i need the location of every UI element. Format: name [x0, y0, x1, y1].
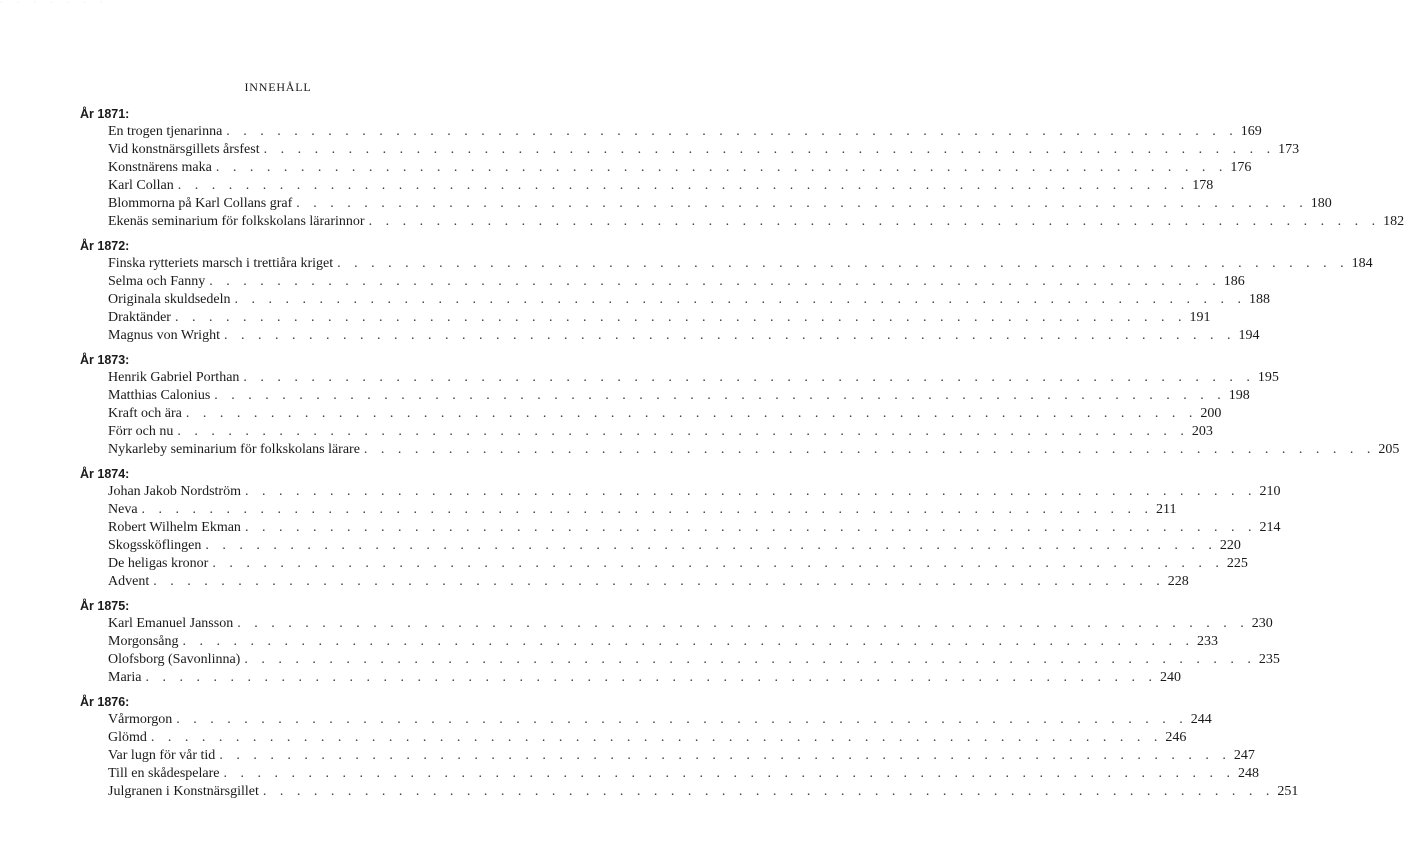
- section-year-heading: År 1876:: [80, 695, 130, 709]
- entry-page-number: 233: [1197, 634, 1219, 649]
- toc-entry: [80, 177, 1214, 195]
- entry-page-number: 188: [1248, 292, 1270, 307]
- dot-leader: . . . . . . . . . . . . . . . . . . . . . . . . . . . . . . . . . . . . . . . . . . . . . . . . . . . . . . . . . . . .: [185, 406, 1198, 421]
- dot-leader: . . . . . . . . . . . . . . . . . . . . . . . . . . . . . . . . . . . . . . . . . . . . . . . . . . . . . . . . . . . .: [243, 370, 1255, 385]
- dot-leader: . . . . . . . . . . . . . . . . . . . . . . . . . . . . . . . . . . . . . . . . . . . . . . . . . . . . . . . . . . . .: [145, 670, 1157, 685]
- dot-leader: . . . . . . . . . . . . . . . . . . . . . . . . . . . . . . . . . . . . . . . . . . . . . . . . . . . . . . . . . . . .: [212, 556, 1224, 571]
- entry-title: Ekenäs seminarium för folkskolans lärarinnor: [108, 214, 365, 229]
- section-year-heading: År 1874:: [80, 467, 130, 481]
- entry-page-number: 203: [1191, 424, 1213, 439]
- entry-page-number: 198: [1228, 388, 1250, 403]
- toc-entry: [80, 141, 1300, 159]
- entry-page-number: 230: [1251, 616, 1273, 631]
- dot-leader: . . . . . . . . . . . . . . . . . . . . . . . . . . . . . . . . . . . . . . . . . . . . . . . . . . . . . . . . . . . .: [363, 442, 1376, 457]
- entry-title: Karl Emanuel Jansson: [108, 616, 234, 631]
- dot-leader: . . . . . . . . . . . . . . . . . . . . . . . . . . . . . . . . . . . . . . . . . . . . . . . . . . . . . . . . . . . .: [150, 730, 1163, 745]
- entry-title: Nykarleby seminarium för folkskolans lärare: [108, 442, 360, 457]
- dot-leader: . . . . . . . . . . . . . . . . . . . . . . . . . . . . . . . . . . . . . . . . . . . . . . . . . . . . . . . . . . . .: [244, 520, 1257, 535]
- toc-entry: [80, 651, 1280, 669]
- toc-entry: [80, 783, 1299, 801]
- entry-page-number: 210: [1259, 484, 1281, 499]
- toc-entry: [80, 501, 1177, 519]
- dot-leader: . . . . . . . . . . . . . . . . . . . . . . . . . . . . . . . . . . . . . . . . . . . . . . . . . . . . . . . . . . . .: [223, 328, 1236, 343]
- entry-title: Karl Collan: [108, 178, 174, 193]
- toc-entry: [80, 387, 1250, 405]
- entry-title: Blommorna på Karl Collans graf: [108, 196, 293, 211]
- entry-title: Förr och nu: [108, 424, 174, 439]
- dot-leader: . . . . . . . . . . . . . . . . . . . . . . . . . . . . . . . . . . . . . . . . . . . . . . . . . . . . . . . . . . . .: [174, 310, 1187, 325]
- dot-leader: . . . . . . . . . . . . . . . . . . . . . . . . . . . . . . . . . . . . . . . . . . . . . . . . . . . . . . . . . . . .: [296, 196, 1308, 211]
- dot-leader: . . . . . . . . . . . . . . . . . . . . . . . . . . . . . . . . . . . . . . . . . . . . . . . . . . . . . . . . . . . .: [141, 502, 1154, 517]
- entry-page-number: 240: [1159, 670, 1181, 685]
- entry-title: Matthias Calonius: [108, 388, 211, 403]
- entry-page-number: 186: [1223, 274, 1245, 289]
- section-year-heading: År 1873:: [80, 353, 130, 367]
- entry-page-number: 205: [1378, 442, 1400, 457]
- toc-entry: [80, 747, 1255, 765]
- entry-page-number: 246: [1165, 730, 1187, 745]
- entry-title: Morgonsång: [108, 634, 179, 649]
- entry-title: En trogen tjenarinna: [108, 124, 223, 139]
- dot-leader: . . . . . . . . . . . . . . . . . . . . . . . . . . . . . . . . . . . . . . . . . . . . . . . . . . . . . . . . . . . .: [177, 178, 1190, 193]
- dot-leader: . . . . . . . . . . . . . . . . . . . . . . . . . . . . . . . . . . . . . . . . . . . . . . . . . . . . . . . . . . . .: [223, 766, 1235, 781]
- dot-leader: . . . . . . . . . . . . . . . . . . . . . . . . . . . . . . . . . . . . . . . . . . . . . . . . . . . . . . . . . . . .: [177, 424, 1189, 439]
- entry-page-number: 191: [1189, 310, 1211, 325]
- entry-page-number: 182: [1383, 214, 1404, 229]
- toc-entry: [80, 519, 1281, 537]
- table-of-contents: [80, 106, 1404, 801]
- entry-title: Johan Jakob Nordström: [108, 484, 241, 499]
- dot-leader: . . . . . . . . . . . . . . . . . . . . . . . . . . . . . . . . . . . . . . . . . . . . . . . . . . . . . . . . . . . .: [262, 784, 1275, 799]
- toc-entry: [80, 633, 1219, 651]
- entry-title: Var lugn för vår tid: [108, 748, 216, 763]
- toc-entry: [80, 483, 1281, 501]
- entry-title: Olofsborg (Savonlinna): [108, 652, 241, 667]
- toc-entry: [80, 537, 1241, 555]
- section-year-heading: År 1872:: [80, 239, 130, 253]
- entry-title: Selma och Fanny: [108, 274, 206, 289]
- toc-entry: [80, 291, 1270, 309]
- toc-entry: [80, 555, 1248, 573]
- entry-page-number: 214: [1259, 520, 1281, 535]
- entry-page-number: 225: [1226, 556, 1248, 571]
- page-smudge: · · · · · · ·: [0, 0, 109, 7]
- toc-entry: [80, 159, 1252, 177]
- entry-page-number: 211: [1156, 502, 1177, 517]
- dot-leader: . . . . . . . . . . . . . . . . . . . . . . . . . . . . . . . . . . . . . . . . . . . . . . . . . . . . . . . . . . . .: [226, 124, 1238, 139]
- dot-leader: . . . . . . . . . . . . . . . . . . . . . . . . . . . . . . . . . . . . . . . . . . . . . . . . . . . . . . . . . . . .: [263, 142, 1276, 157]
- page-title: INNEHÅLL: [244, 80, 312, 94]
- dot-leader: . . . . . . . . . . . . . . . . . . . . . . . . . . . . . . . . . . . . . . . . . . . . . . . . . . . . . . . . . . . .: [205, 538, 1217, 553]
- entry-title: De heligas kronor: [108, 556, 209, 571]
- section-year-heading: År 1875:: [80, 599, 130, 613]
- section-year-heading: År 1871:: [80, 107, 130, 121]
- toc-entry: [80, 711, 1212, 729]
- dot-leader: . . . . . . . . . . . . . . . . . . . . . . . . . . . . . . . . . . . . . . . . . . . . . . . . . . . . . . . . . . . .: [244, 652, 1256, 667]
- entry-title: Originala skuldsedeln: [108, 292, 231, 307]
- toc-entry: [80, 423, 1213, 441]
- toc-entry: [80, 195, 1332, 213]
- toc-entry: [80, 441, 1400, 459]
- entry-page-number: 180: [1310, 196, 1332, 211]
- entry-page-number: 176: [1230, 160, 1252, 175]
- dot-leader: . . . . . . . . . . . . . . . . . . . . . . . . . . . . . . . . . . . . . . . . . . . . . . . . . . . . . . . . . . . .: [215, 160, 1228, 175]
- entry-title: Advent: [108, 574, 150, 589]
- entry-page-number: 220: [1219, 538, 1241, 553]
- dot-leader: . . . . . . . . . . . . . . . . . . . . . . . . . . . . . . . . . . . . . . . . . . . . . . . . . . . . . . . . . . . .: [209, 274, 1221, 289]
- dot-leader: . . . . . . . . . . . . . . . . . . . . . . . . . . . . . . . . . . . . . . . . . . . . . . . . . . . . . . . . . . . .: [176, 712, 1188, 727]
- entry-page-number: 251: [1277, 784, 1299, 799]
- entry-title: Julgranen i Konstnärsgillet: [108, 784, 259, 799]
- entry-title: Skogssköflingen: [108, 538, 202, 553]
- entry-page-number: 247: [1233, 748, 1255, 763]
- dot-leader: . . . . . . . . . . . . . . . . . . . . . . . . . . . . . . . . . . . . . . . . . . . . . . . . . . . . . . . . . . . .: [237, 616, 1249, 631]
- entry-page-number: 194: [1238, 328, 1260, 343]
- dot-leader: . . . . . . . . . . . . . . . . . . . . . . . . . . . . . . . . . . . . . . . . . . . . . . . . . . . . . . . . . . . .: [368, 214, 1381, 229]
- dot-leader: . . . . . . . . . . . . . . . . . . . . . . . . . . . . . . . . . . . . . . . . . . . . . . . . . . . . . . . . . . . .: [337, 256, 1349, 271]
- entry-page-number: 195: [1257, 370, 1279, 385]
- toc-entry: [80, 573, 1189, 591]
- toc-entry: [80, 729, 1187, 747]
- toc-entry: [80, 213, 1404, 231]
- entry-title: Henrik Gabriel Porthan: [108, 370, 240, 385]
- dot-leader: . . . . . . . . . . . . . . . . . . . . . . . . . . . . . . . . . . . . . . . . . . . . . . . . . . . . . . . . . . . .: [153, 574, 1165, 589]
- entry-title: Finska rytteriets marsch i trettiåra kriget: [108, 256, 334, 271]
- entry-title: Vårmorgon: [108, 712, 173, 727]
- toc-entry: [80, 309, 1211, 327]
- entry-title: Kraft och ära: [108, 406, 182, 421]
- entry-page-number: 244: [1190, 712, 1212, 727]
- entry-title: Draktänder: [108, 310, 171, 325]
- toc-entry: [80, 123, 1262, 141]
- dot-leader: . . . . . . . . . . . . . . . . . . . . . . . . . . . . . . . . . . . . . . . . . . . . . . . . . . . . . . . . . . . .: [234, 292, 1246, 307]
- toc-entry: [80, 405, 1222, 423]
- entry-title: Konstnärens maka: [108, 160, 212, 175]
- entry-title: Magnus von Wright: [108, 328, 220, 343]
- entry-page-number: 228: [1167, 574, 1189, 589]
- toc-entry: [80, 273, 1245, 291]
- entry-page-number: 235: [1258, 652, 1280, 667]
- dot-leader: . . . . . . . . . . . . . . . . . . . . . . . . . . . . . . . . . . . . . . . . . . . . . . . . . . . . . . . . . . . .: [219, 748, 1231, 763]
- entry-page-number: 248: [1237, 766, 1259, 781]
- entry-page-number: 200: [1200, 406, 1222, 421]
- entry-title: Maria: [108, 670, 142, 685]
- entry-title: Neva: [108, 502, 138, 517]
- entry-page-number: 184: [1351, 256, 1373, 271]
- dot-leader: . . . . . . . . . . . . . . . . . . . . . . . . . . . . . . . . . . . . . . . . . . . . . . . . . . . . . . . . . . . .: [214, 388, 1226, 403]
- entry-title: Glömd: [108, 730, 147, 745]
- toc-entry: [80, 369, 1279, 387]
- entry-page-number: 178: [1192, 178, 1214, 193]
- entry-page-number: 173: [1278, 142, 1300, 157]
- dot-leader: . . . . . . . . . . . . . . . . . . . . . . . . . . . . . . . . . . . . . . . . . . . . . . . . . . . . . . . . . . . .: [245, 484, 1257, 499]
- entry-title: Till en skådespelare: [108, 766, 220, 781]
- toc-entry: [80, 669, 1181, 687]
- toc-entry: [80, 765, 1259, 783]
- toc-entry: [80, 615, 1273, 633]
- entry-title: Vid konstnärsgillets årsfest: [108, 142, 260, 157]
- dot-leader: . . . . . . . . . . . . . . . . . . . . . . . . . . . . . . . . . . . . . . . . . . . . . . . . . . . . . . . . . . . .: [182, 634, 1195, 649]
- toc-entry: [80, 255, 1373, 273]
- toc-entry: [80, 327, 1260, 345]
- entry-page-number: 169: [1240, 124, 1262, 139]
- entry-title: Robert Wilhelm Ekman: [108, 520, 241, 535]
